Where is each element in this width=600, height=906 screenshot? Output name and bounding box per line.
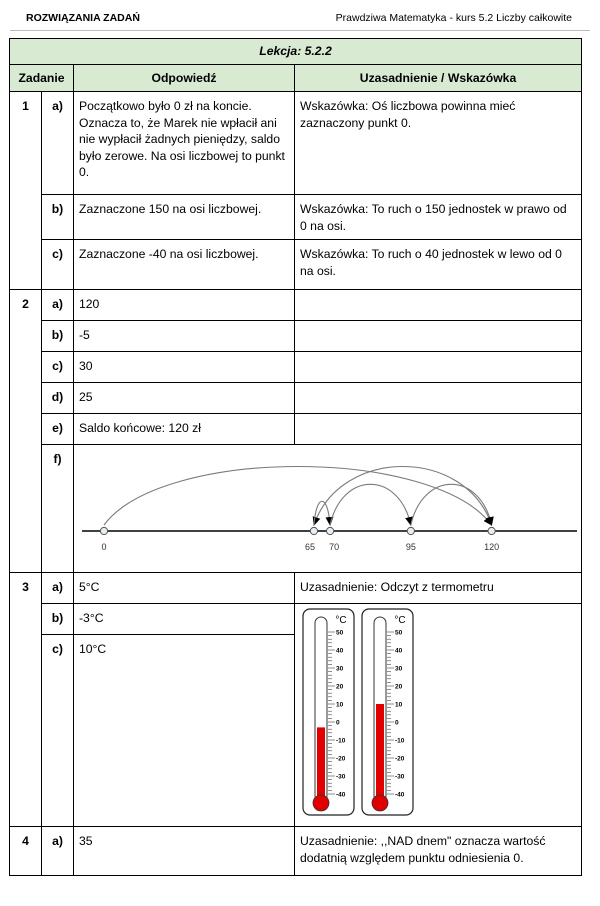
task-1b-letter: b) xyxy=(42,195,74,240)
thermometer-scale-label: 20 xyxy=(336,683,344,690)
task-1c-answer: Zaznaczone -40 na osi liczbowej. xyxy=(74,240,295,290)
lesson-row xyxy=(10,39,582,65)
task-2b-row xyxy=(10,321,582,352)
header-divider xyxy=(10,30,590,31)
number-line-hop-2 xyxy=(314,467,492,526)
task-2b-answer: -5 xyxy=(74,321,295,352)
column-header-task: Zadanie xyxy=(10,65,74,92)
number-line-label: 65 xyxy=(304,542,315,552)
number-line-hop-4 xyxy=(330,484,411,525)
task-2c-row xyxy=(10,352,582,383)
task-2d-letter: d) xyxy=(42,383,74,414)
task-3a-answer: 5°C xyxy=(74,572,295,603)
thermometer-scale-label: -10 xyxy=(336,737,346,744)
number-line-point xyxy=(100,527,107,534)
task-2b-hint xyxy=(295,321,582,352)
task-3b-answer: -3°C xyxy=(74,603,295,634)
task-1a-answer: Początkowo było 0 zł na koncie. Oznacza to, że Marek nie wpłacił ani nie wypłacił żadnych pieniędzy, saldo było zerowe. Na osi liczbowej to punkt 0. xyxy=(74,92,295,195)
thermometers-cell xyxy=(295,603,582,827)
thermometer-scale-label: -20 xyxy=(336,755,346,762)
task-2a-hint xyxy=(295,290,582,321)
thermometer-1 xyxy=(303,609,354,815)
task-1a-row xyxy=(10,92,582,195)
number-line-diagram xyxy=(74,445,582,567)
task-1b-answer: Zaznaczone 150 na osi liczbowej. xyxy=(74,195,295,240)
task-4a-hint: Uzasadnienie: ,,NAD dnem" oznacza wartość dodatnią względem punktu odniesienia 0. xyxy=(295,827,582,876)
task-3a-hint: Uzasadnienie: Odczyt z termometru xyxy=(295,572,582,603)
task-4a-letter: a) xyxy=(42,827,74,876)
thermometer-mercury xyxy=(317,727,325,802)
thermometer-scale-label: -10 xyxy=(395,737,405,744)
number-line-label: 95 xyxy=(405,542,416,552)
thermometer-scale-label: 30 xyxy=(336,665,344,672)
task-2d-answer: 25 xyxy=(74,383,295,414)
thermometer-scale-label: 10 xyxy=(336,701,344,708)
task-4-number: 4 xyxy=(10,827,42,876)
task-4a-answer: 35 xyxy=(74,827,295,876)
number-line-point xyxy=(310,527,317,534)
thermometer-scale-label: 20 xyxy=(395,683,403,690)
number-line-hop-1 xyxy=(104,467,492,526)
number-line-point xyxy=(327,527,334,534)
number-line-hop-3 xyxy=(314,501,330,525)
task-3c-answer: 10°C xyxy=(74,634,295,826)
task-2d-hint xyxy=(295,383,582,414)
task-2-number: 2 xyxy=(10,290,42,573)
task-2e-answer: Saldo końcowe: 120 zł xyxy=(74,414,295,445)
task-3-number: 3 xyxy=(10,572,42,827)
lesson-title: Lekcja: 5.2.2 xyxy=(10,39,582,65)
thermometer-scale-label: 0 xyxy=(395,719,399,726)
number-line-label: 120 xyxy=(484,542,500,552)
thermometer-scale-label: -20 xyxy=(395,755,405,762)
column-headers xyxy=(10,65,582,92)
document-header-title: ROZWIĄZANIA ZADAŃ xyxy=(26,12,140,24)
thermometer-scale-label: 10 xyxy=(395,701,403,708)
task-3b-row xyxy=(10,603,582,634)
number-line-label: 0 xyxy=(101,542,107,552)
number-line-label: 70 xyxy=(329,542,340,552)
task-2f-figure-cell xyxy=(74,445,582,573)
number-line-hop-5 xyxy=(411,484,492,525)
task-1b-row xyxy=(10,195,582,240)
task-4a-row xyxy=(10,827,582,876)
task-2e-hint xyxy=(295,414,582,445)
thermometer-2 xyxy=(362,609,413,815)
task-2a-row xyxy=(10,290,582,321)
task-2f-letter: f) xyxy=(42,445,74,573)
thermometer-mercury xyxy=(376,704,384,802)
task-3a-letter: a) xyxy=(42,572,74,603)
task-1c-hint: Wskazówka: To ruch o 40 jednostek w lewo od 0 na osi. xyxy=(295,240,582,290)
task-3c-letter: c) xyxy=(42,634,74,826)
thermometer-unit-label: °C xyxy=(394,614,406,626)
thermometer-unit-label: °C xyxy=(335,614,347,626)
task-1c-row xyxy=(10,240,582,290)
task-2c-letter: c) xyxy=(42,352,74,383)
task-2b-letter: b) xyxy=(42,321,74,352)
task-2e-row xyxy=(10,414,582,445)
thermometer-scale-label: 50 xyxy=(336,629,344,636)
thermometer-scale-label: 30 xyxy=(395,665,403,672)
task-1a-hint: Wskazówka: Oś liczbowa powinna mieć zaznaczony punkt 0. xyxy=(295,92,582,195)
number-line-point xyxy=(488,527,495,534)
thermometer-scale-label: -30 xyxy=(395,773,405,780)
task-1b-hint: Wskazówka: To ruch o 150 jednostek w prawo od 0 na osi. xyxy=(295,195,582,240)
task-1a-letter: a) xyxy=(42,92,74,195)
task-1-number: 1 xyxy=(10,92,42,290)
task-2d-row xyxy=(10,383,582,414)
thermometer-scale-label: -40 xyxy=(336,791,346,798)
thermometer-scale-label: 40 xyxy=(395,647,403,654)
task-2a-answer: 120 xyxy=(74,290,295,321)
task-2f-row xyxy=(10,445,582,573)
task-2c-answer: 30 xyxy=(74,352,295,383)
task-3a-row xyxy=(10,572,582,603)
column-header-answer: Odpowiedź xyxy=(74,65,295,92)
solutions-table xyxy=(9,38,582,876)
document-header-course: Prawdziwa Matematyka - kurs 5.2 Liczby całkowite xyxy=(335,12,572,24)
task-2a-letter: a) xyxy=(42,290,74,321)
thermometer-scale-label: 40 xyxy=(336,647,344,654)
number-line-point xyxy=(407,527,414,534)
thermometers-figure xyxy=(295,604,582,822)
thermometer-scale-label: -30 xyxy=(336,773,346,780)
task-3b-letter: b) xyxy=(42,603,74,634)
task-1c-letter: c) xyxy=(42,240,74,290)
task-2e-letter: e) xyxy=(42,414,74,445)
task-2c-hint xyxy=(295,352,582,383)
thermometer-scale-label: 50 xyxy=(395,629,403,636)
thermometer-scale-label: 0 xyxy=(336,719,340,726)
thermometer-scale-label: -40 xyxy=(395,791,405,798)
column-header-hint: Uzasadnienie / Wskazówka xyxy=(295,65,582,92)
